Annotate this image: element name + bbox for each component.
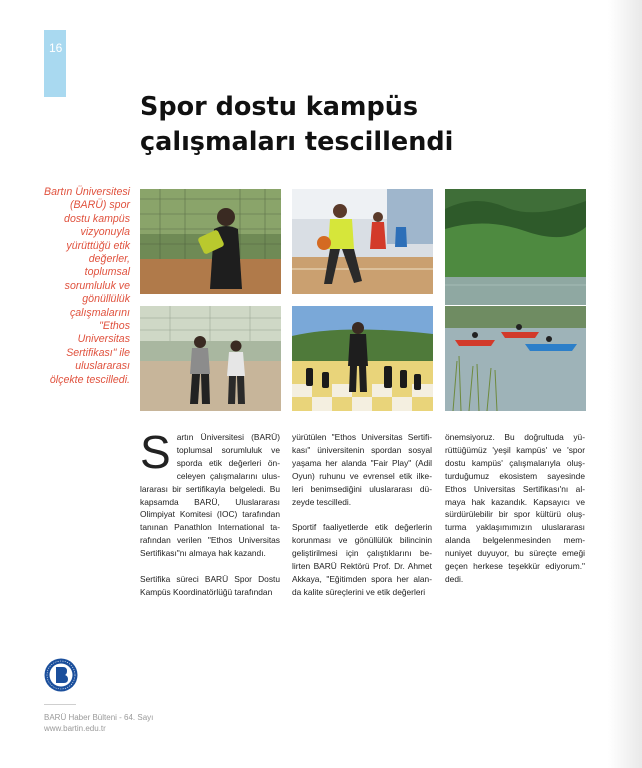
paragraph-text: artın Üniversitesi (BARÜ) toplumsal sorumluluk ve sporda etik değerleri ön-celeyen çalışmalarını ulus-lararası bir sertifikayla belgeledi. Bu kapsamda BARÜ, Uluslararası Olimpiyat Komitesi (IOC) tarafından tanınan Panathlon International ta-rafından verilen "Ethos Universitas Sertifikası"nı almaya hak kazandı.: [140, 432, 280, 559]
tennis-player-photo: [140, 189, 281, 294]
article-paragraph: yürütülen "Ethos Universitas Sertifi-kası" üniversitenin spordan sosyal yaşama her alanda "Fair Play" (Adil Oyun) ruhunu ve evrensel etik ilke-leri benimsediğini uluslararası dü-zeyde tescilledi.: [292, 432, 432, 507]
page-edge-shadow: [608, 0, 642, 768]
article-column-1: [140, 426, 280, 612]
university-logo-icon: [44, 658, 78, 692]
article-paragraph: Sertifika süreci BARÜ Spor Dostu Kampüs Koordinatörlüğü tarafından: [140, 573, 280, 597]
basketball-photo: [292, 189, 433, 294]
bocce-players-photo: [140, 306, 281, 411]
giant-chess-photo: [292, 306, 433, 411]
article-paragraph: Sportif faaliyetlerde etik değerlerin korunması ve gönüllülük bilincinin geliştirilmesi için çalıştıklarını be-lirten BARÜ Rektörü Prof. Dr. Ahmet Akkaya, "Eğitimden spora her alan-da kalite süreçlerini ve etik değerleri: [292, 522, 432, 597]
article-title: Spor dostu kampüs çalışmaları tescillendi: [140, 92, 454, 157]
footer-publication: BARÜ Haber Bülteni - 64. Sayı: [44, 713, 154, 722]
article-column-3: [445, 431, 585, 599]
kayaking-lake-photo: [445, 189, 586, 305]
article-paragraph: [140, 426, 280, 560]
footer-website: www.bartin.edu.tr: [44, 724, 106, 733]
article-column-2: [292, 431, 432, 612]
drop-cap: S: [140, 426, 171, 478]
page-number: 16: [49, 41, 63, 55]
footer-divider: [44, 704, 76, 705]
pull-quote: Bartın Üniversitesi (BARÜ) spor dostu kampüs vizyonuyla yürüttüğü etik değerler, toplumsal sorumluluk ve gönüllülük çalışmalarını "Ethos Universitas Sertifikası" ile uluslararası ölçekte tescilledi.: [44, 186, 130, 386]
canoes-reeds-photo: [445, 306, 586, 411]
article-paragraph: önemsiyoruz. Bu doğrultuda yü-rüttüğümüz 'yeşil kampüs' ve 'spor dostu kampüs' çalışmalarıyla oluş-turduğumuz ekosistem sayesinde Ethos Universitas Sertifikası'nı al-maya hak kazandık. Kapsayıcı ve sürdürülebilir bir spor kültürü oluş-turma yaklaşımımızın uluslararası alanda belgelenmesinden mem-nuniyet duyuyor, bu süreçte emeği geçen herkese teşekkür ediyorum." dedi.: [445, 432, 585, 584]
